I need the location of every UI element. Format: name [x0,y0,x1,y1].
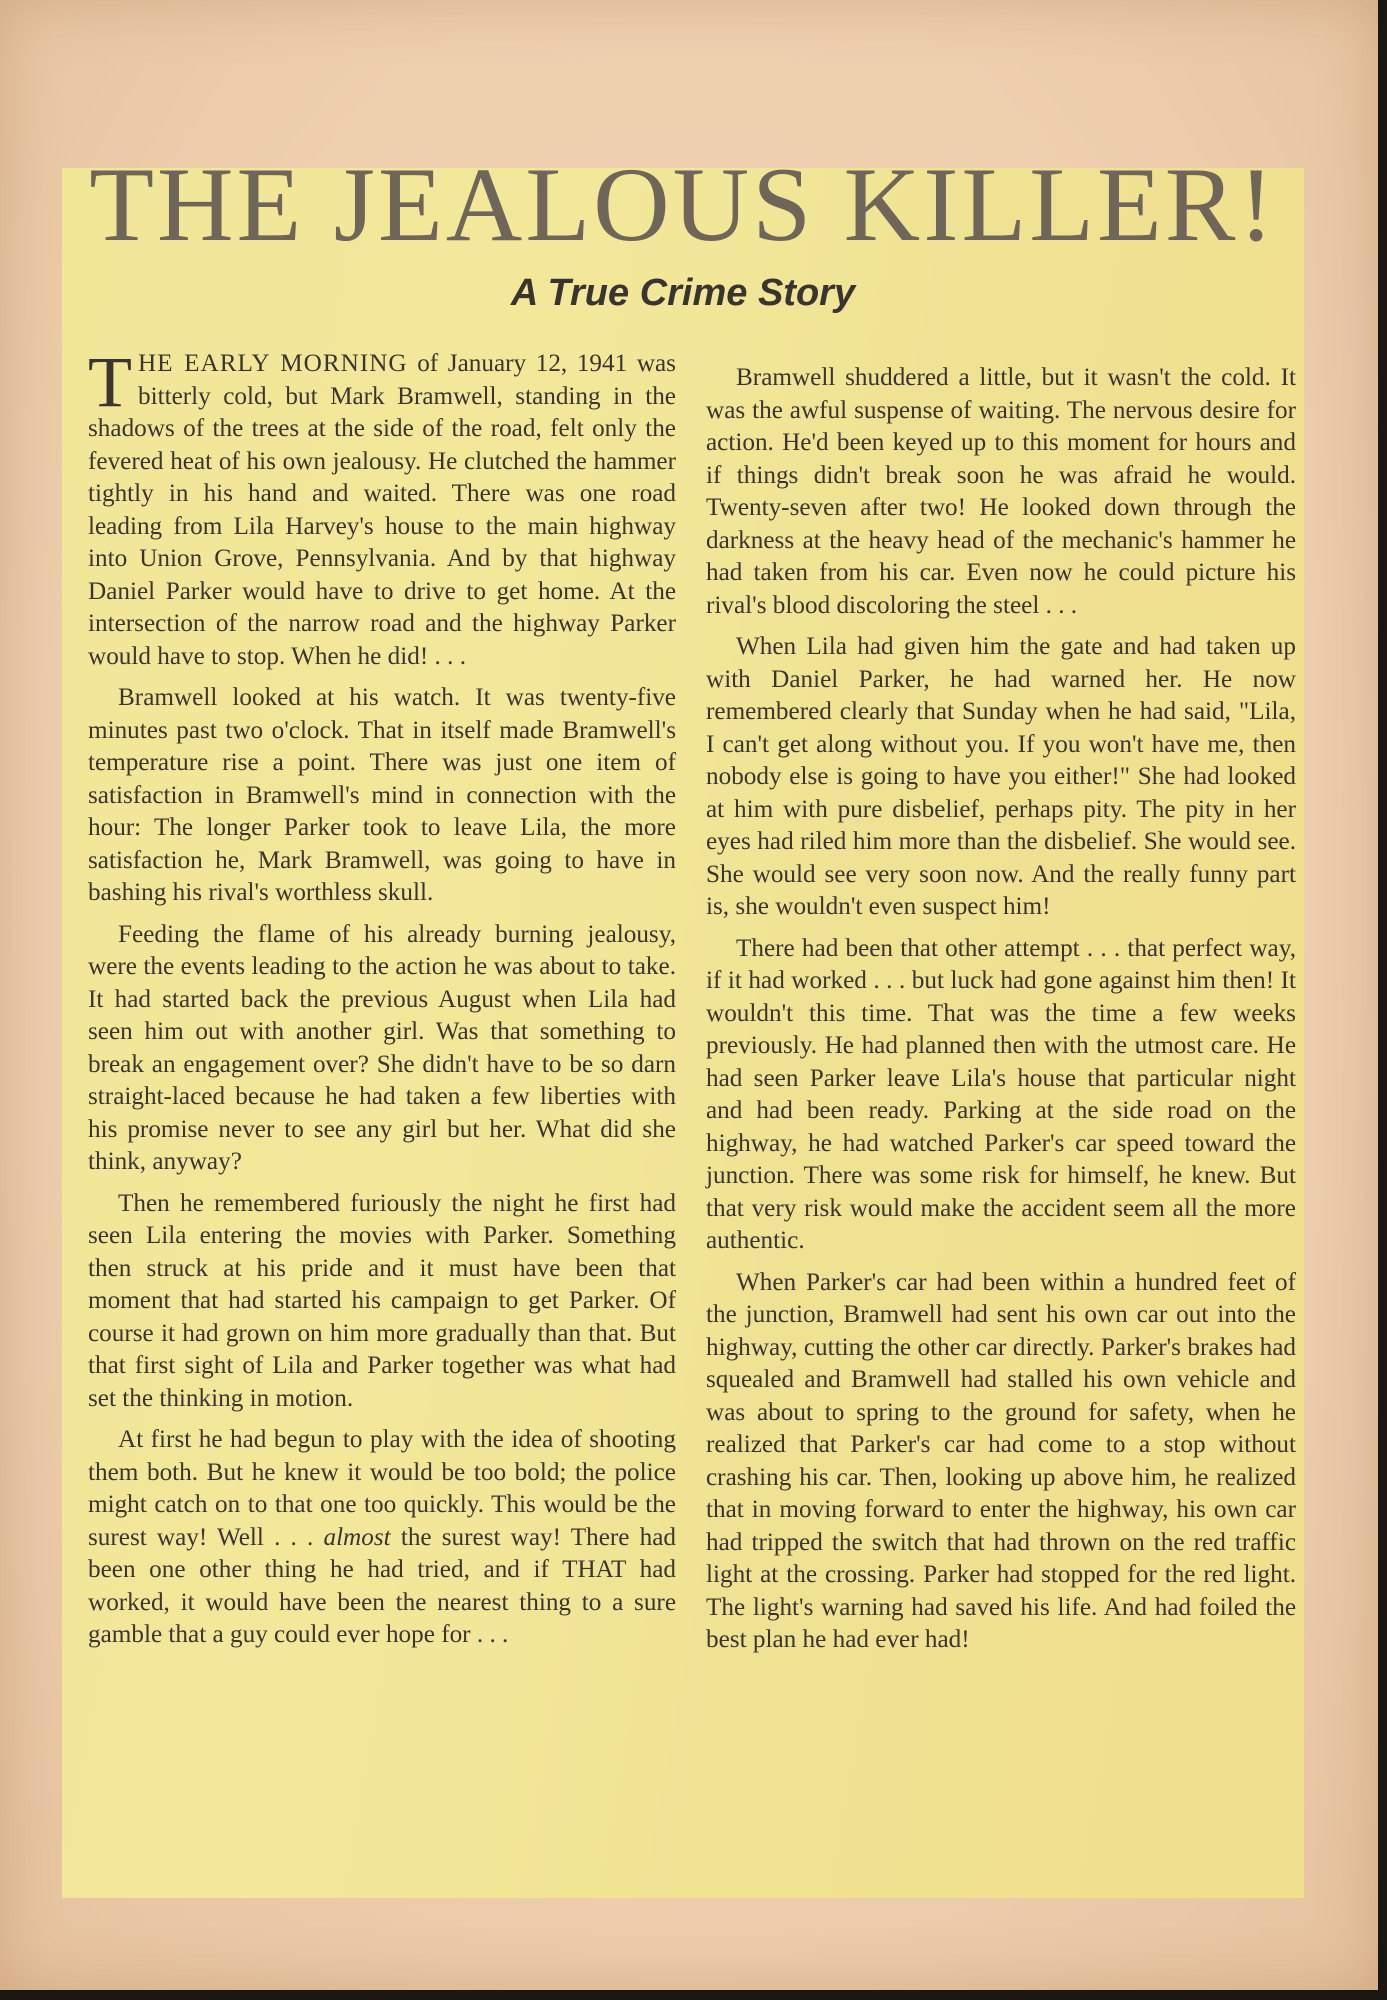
paragraph-4: Then he remembered furiously the night he first had seen Lila entering the movies with Parker. Something then struck at his pride and it must have been that moment that had started his campaign to get Parker. Of course it had grown on him more gradually than that. But that first sight of Lila and Parker together was what had set the thinking in motion. [88,1189,676,1412]
paragraph-7: When Lila had given him the gate and had taken up with Daniel Parker, he had warned her. He now remembered clearly that Sunday when he had said, "Lila, I can't get along without you. If you won't have me, then nobody else is going to have you either!" She had looked at him with pure disbelief, perhaps pity. The pity in her eyes had riled him more than the disbelief. She would see. She would see very soon now. And the really funny part is, she wouldn't even suspect him! [706,633,1296,920]
paragraph-6: Bramwell shuddered a little, but it wasn't the cold. It was the awful suspense of waiting. The nervous desire for action. He'd been keyed up to this moment for hours and if things didn't break soon he was afraid he would. Twenty-seven after two! He looked down through the darkness at the heavy head of the mechanic's hammer he had taken from his car. Even now he could picture his rival's blood discoloring the steel . . . [706,364,1296,619]
story-subtitle: A True Crime Story [510,272,856,314]
paragraph-8: There had been that other attempt . . . that perfect way, if it had worked . . . but luck had gone against him then! It wouldn't this time. That was the time a few weeks previously. He had planned then with the utmost care. He had seen Parker leave Lila's house that particular night and had been ready. Parking at the side road on the highway, he had watched Parker's car speed toward the junction. There was some risk for himself, he knew. But that very risk would make the accident seem all the more authentic. [706,934,1296,1254]
paragraph-1 [88,342,676,673]
left-column [88,342,676,1661]
drop-cap: T [88,342,132,422]
right-column [706,362,1296,1666]
paragraph-2: Bramwell looked at his watch. It was twenty-five minutes past two o'clock. That in itself made Bramwell's temperature rise a point. There was just one item of satisfaction in Bramwell's mind in connection with the hour: The longer Parker took to leave Lila, the more satisfaction he, Mark Bramwell, was going to have in bashing his rival's worthless skull. [88,684,676,906]
lead-in-caps: HE EARLY MORNING [137,350,408,377]
paragraph-3: Feeding the flame of his already burning jealousy, were the events leading to the action he was about to take. It had started back the previous August when Lila had seen him out with another girl. Was that something to break an engagement over? She didn't have to be so darn straight-laced because he had taken a few liberties with his promise never to see any girl but her. What did she think, anyway? [88,920,676,1175]
paragraph-5-emphasis: almost [323,1523,391,1551]
paragraph-1-text: of January 12, 1941 was bitterly cold, but Mark Bramwell, standing in the shadows of the trees at the side of the road, felt only the fevered heat of his own jealousy. He clutched the hammer tightly in his hand and waited. There was one road leading from Lila Harvey's house to the main highway into Union Grove, Pennsylvania. And by that highway Daniel Parker would have to drive to get home. At the intersection of the narrow road and the highway Parker would have to stop. When he did! . . . [88,350,676,670]
paragraph-5 [88,1424,676,1652]
story-title: THE JEALOUS KILLER! [89,146,1277,263]
paragraph-9: When Parker's car had been within a hundred feet of the junction, Bramwell had sent his own car out into the highway, cutting the other car directly. Parker's brakes had squealed and Bramwell had stalled his own vehicle and was about to spring to the ground for safety, when he realized that Parker's car had come to a stop without crashing his car. Then, looking up above him, he realized that in moving forward to enter the highway, his own car had tripped the switch that had thrown on the red traffic light at the crossing. Parker had stopped for the red light. The light's warning had saved his life. And had foiled the best plan he had ever had! [706,1268,1296,1653]
paragraph-5-start: At first he had begun to play with the idea of shooting them both. But he knew it would be too bold; the police might catch on to that one too quickly. This would be the surest way! Well . . . [88,1426,676,1551]
paragraph-5-end: the surest way! There had been one other thing he had tried, and if THAT had worked, it would have been the nearest thing to a sure gamble that a guy could ever hope for . . . [88,1523,676,1648]
